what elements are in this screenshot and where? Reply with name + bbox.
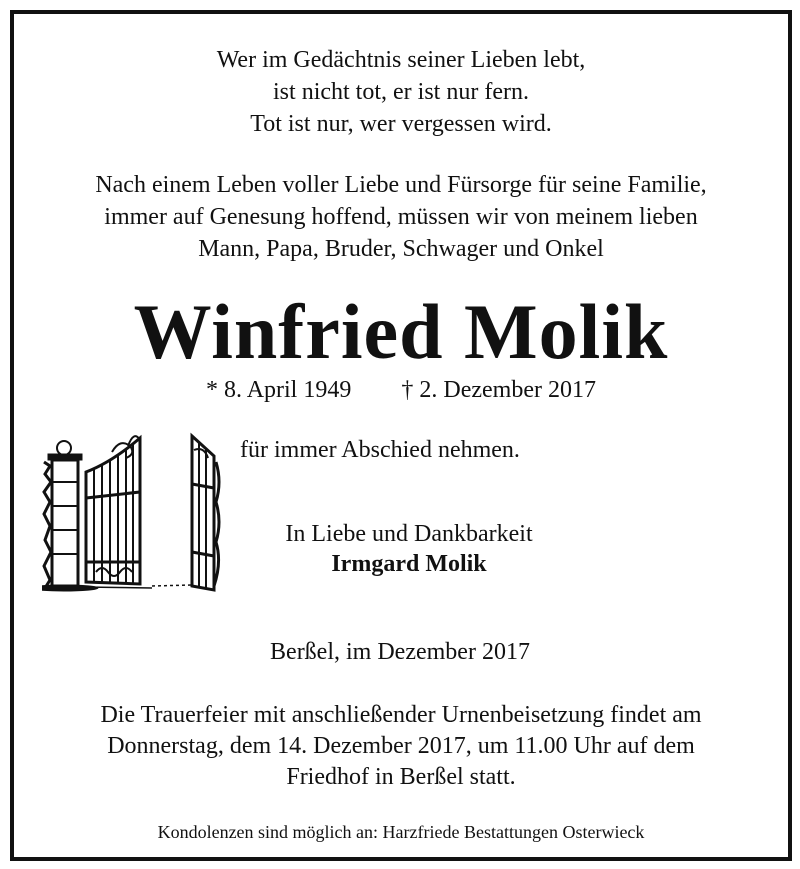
intro-text bbox=[14, 169, 788, 265]
thanks-line: In Liebe und Dankbarkeit bbox=[285, 521, 533, 547]
funeral-line: Die Trauerfeier mit anschließender Urnenbeisetzung findet am bbox=[100, 702, 702, 728]
obituary-frame bbox=[10, 10, 792, 861]
funeral-line: Donnerstag, dem 14. Dezember 2017, um 11.00 Uhr auf dem bbox=[107, 733, 695, 759]
intro-line: Mann, Papa, Bruder, Schwager und Onkel bbox=[198, 236, 604, 262]
verse-line: ist nicht tot, er ist nur fern. bbox=[273, 79, 529, 105]
intro-line: Nach einem Leben voller Liebe und Fürsorge für seine Familie, bbox=[95, 172, 707, 198]
signer-name: Irmgard Molik bbox=[331, 551, 487, 577]
condolences-note: Kondolenzen sind möglich an: Harzfriede Bestattungen Osterwieck bbox=[157, 822, 645, 842]
deceased-name: Winfried Molik bbox=[133, 288, 669, 375]
verse-line: Wer im Gedächtnis seiner Lieben lebt, bbox=[216, 47, 586, 73]
verse-line: Tot ist nur, wer vergessen wird. bbox=[250, 111, 552, 137]
signature-block bbox=[194, 519, 624, 579]
funeral-line: Friedhof in Berßel statt. bbox=[286, 764, 516, 790]
farewell-text: für immer Abschied nehmen. bbox=[240, 437, 520, 463]
place-date: Berßel, im Dezember 2017 bbox=[270, 639, 530, 665]
intro-line: immer auf Genesung hoffend, müssen wir von meinem lieben bbox=[104, 204, 698, 230]
birth-date: * 8. April 1949 bbox=[206, 377, 352, 403]
life-dates bbox=[14, 374, 788, 406]
memorial-verse bbox=[14, 44, 788, 140]
death-date: † 2. Dezember 2017 bbox=[401, 377, 596, 403]
funeral-notice bbox=[14, 700, 788, 793]
